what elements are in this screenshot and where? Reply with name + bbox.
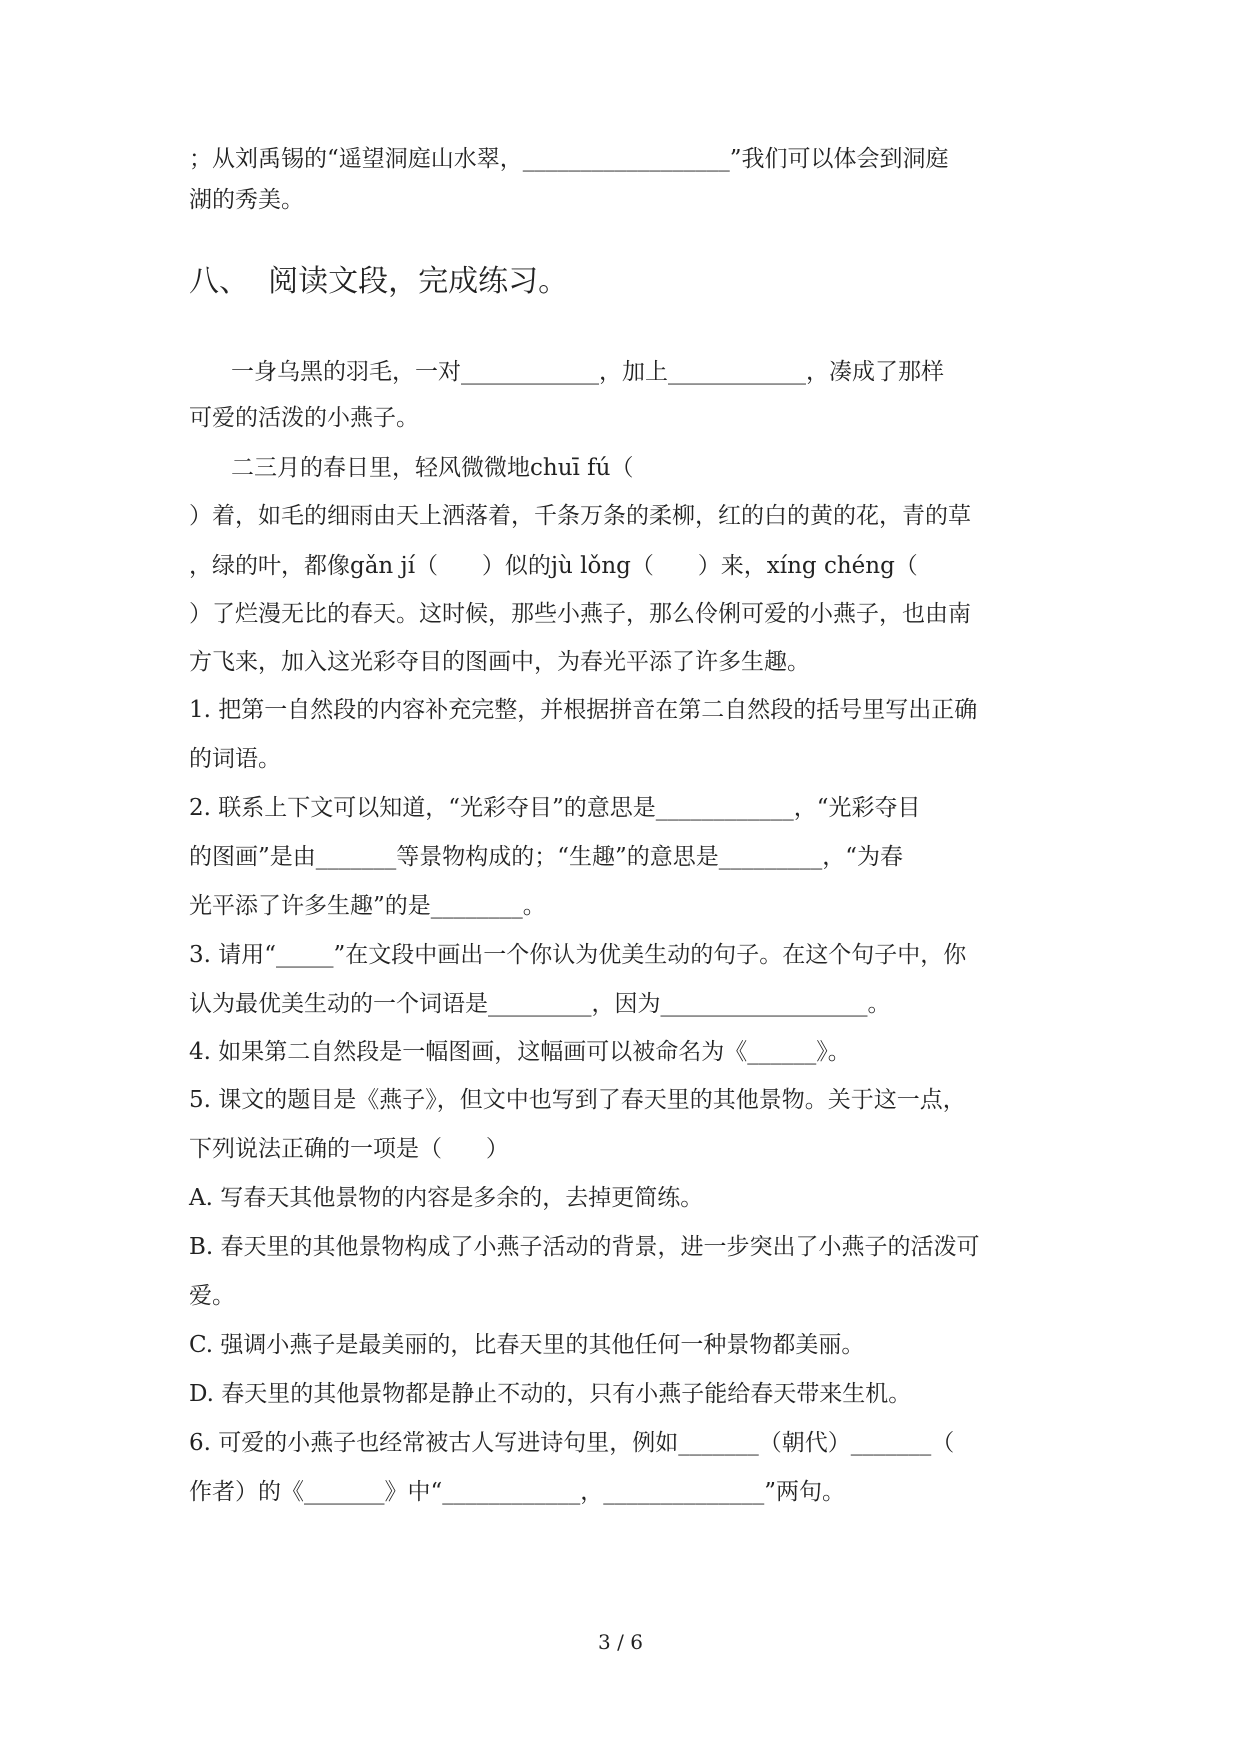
question-line: 2. 联系上下文可以知道，“光彩夺目”的意思是____________，“光彩夺目	[189, 795, 921, 821]
question-line: 下列说法正确的一项是（ ）	[189, 1136, 509, 1162]
question-line: 的词语。	[189, 746, 281, 772]
question-line: 光平添了许多生趣”的是________。	[189, 893, 546, 919]
text-line: ）着，如毛的细雨由天上洒落着，千条万条的柔柳，红的白的黄的花，青的草	[189, 503, 971, 529]
text-line: 湖的秀美。	[189, 187, 304, 213]
question-line: 4. 如果第二自然段是一幅图画，这幅画可以被命名为《______》。	[189, 1039, 851, 1065]
page-number: 3 / 6	[598, 1630, 643, 1654]
option-c: C. 强调小燕子是最美丽的，比春天里的其他任何一种景物都美丽。	[189, 1332, 865, 1358]
option-b-cont: 爱。	[189, 1283, 235, 1309]
text-line: 方飞来，加入这光彩夺目的图画中，为春光平添了许多生趣。	[189, 649, 810, 675]
option-d: D. 春天里的其他景物都是静止不动的，只有小燕子能给春天带来生机。	[189, 1381, 912, 1407]
text-line: ）了烂漫无比的春天。这时候，那些小燕子，那么伶俐可爱的小燕子，也由南	[189, 601, 971, 627]
question-line: 的图画”是由_______等景物构成的；“生趣”的意思是_________，“为春	[189, 844, 904, 870]
text-line: ；从刘禹锡的“遥望洞庭山水翠，__________________”我们可以体会到洞庭	[189, 146, 949, 172]
question-line: 6. 可爱的小燕子也经常被古人写进诗句里，例如_______（朝代）_______（	[189, 1430, 955, 1456]
question-line: 认为最优美生动的一个词语是_________，因为__________________。	[189, 991, 891, 1017]
question-line: 3. 请用“_____”在文段中画出一个你认为优美生动的句子。在这个句子中，你	[189, 942, 967, 968]
text-line: 一身乌黑的羽毛，一对____________，加上____________，凑成了那样	[231, 359, 944, 385]
text-line: 二三月的春日里，轻风微微地chuī fú（	[231, 455, 634, 481]
text-line: 可爱的活泼的小燕子。	[189, 405, 419, 431]
question-line: 5. 课文的题目是《燕子》，但文中也写到了春天里的其他景物。关于这一点，	[189, 1087, 966, 1113]
section-title: 八、 阅读文段，完成练习。	[189, 264, 569, 299]
text-line: ，绿的叶，都像gǎn jí（ ）似的jù lǒng（ ）来，xíng chéng（	[189, 553, 918, 579]
option-a: A. 写春天其他景物的内容是多余的，去掉更简练。	[189, 1185, 704, 1211]
question-line: 1. 把第一自然段的内容补充完整，并根据拼音在第二自然段的括号里写出正确	[189, 697, 978, 723]
question-line: 作者）的《_______》中“____________，______________”两句。	[189, 1479, 846, 1505]
option-b: B. 春天里的其他景物构成了小燕子活动的背景，进一步突出了小燕子的活泼可	[189, 1234, 980, 1260]
